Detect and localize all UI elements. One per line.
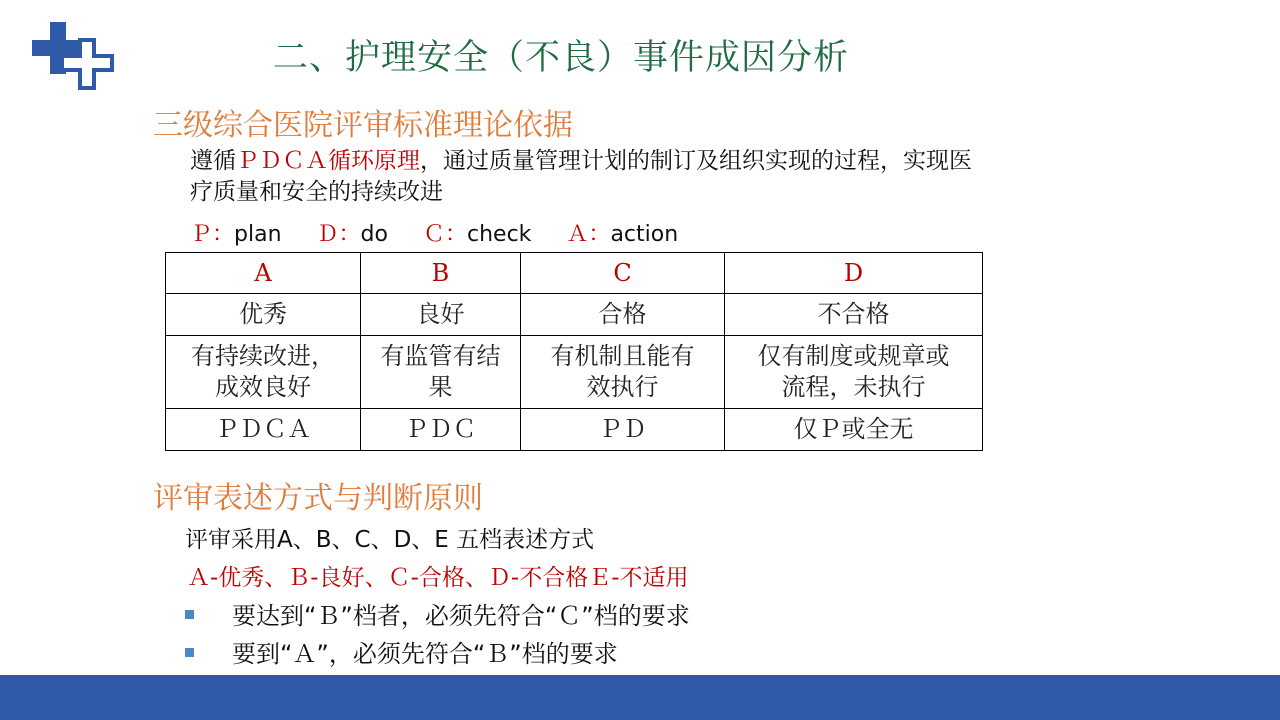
list-item-text: 要达到“Ｂ”档者，必须先符合“Ｃ”档的要求 <box>232 602 690 630</box>
pdca-value: plan <box>234 222 282 247</box>
table-row <box>166 294 983 336</box>
pdca-value: do <box>360 222 388 247</box>
table-cell: 有机制且能有 效执行 <box>521 336 725 409</box>
table-header-cell: A <box>166 253 361 294</box>
table-cell: 优秀 <box>166 294 361 336</box>
hospital-cross-icon <box>30 18 116 98</box>
pdca-key: Ｐ： <box>190 222 235 247</box>
pdca-paragraph <box>190 146 980 208</box>
table-cell: 良好 <box>361 294 521 336</box>
list-item <box>185 634 618 669</box>
table-header-cell: B <box>361 253 521 294</box>
pdca-key: Ｃ： <box>422 222 467 247</box>
footer-bar <box>0 675 1280 720</box>
square-bullet-icon <box>185 648 194 657</box>
table-header-row <box>166 253 983 294</box>
table-cell: 有监管有结 果 <box>361 336 521 409</box>
table-row <box>166 409 983 451</box>
table-row <box>166 336 983 409</box>
table-cell: 有持续改进， 成效良好 <box>166 336 361 409</box>
table-cell: 仅Ｐ或全无 <box>725 409 983 451</box>
table-cell: 仅有制度或规章或 流程，未执行 <box>725 336 983 409</box>
list-item <box>185 596 690 631</box>
table-cell: ＰＤＣＡ <box>166 409 361 451</box>
table-header-cell: C <box>521 253 725 294</box>
pdca-key: Ｄ： <box>316 222 361 247</box>
grade-table <box>165 252 983 451</box>
pdca-value: action <box>610 222 679 247</box>
table-cell: 合格 <box>521 294 725 336</box>
pdca-key: Ａ： <box>566 222 611 247</box>
page-title: 二、护理安全（不良）事件成因分析 <box>273 38 850 78</box>
pdca-legend <box>190 217 678 248</box>
list-item-text: 要到“Ａ”，必须先符合“Ｂ”档的要求 <box>232 640 618 668</box>
para-highlight: ＰＤＣＡ循环原理 <box>236 148 420 174</box>
table-cell: ＰＤＣ <box>361 409 521 451</box>
section-heading-basis: 三级综合医院评审标准理论依据 <box>153 108 573 143</box>
section-heading-principles: 评审表述方式与判断原则 <box>153 481 483 516</box>
pdca-value: check <box>467 222 532 247</box>
para-prefix: 遵循 <box>190 148 236 174</box>
grading-intro: 评审采用A、B、C、D、E 五档表述方式 <box>185 527 595 553</box>
grading-levels: Ａ-优秀、Ｂ-良好、Ｃ-合格、Ｄ-不合格Ｅ-不适用 <box>187 565 689 591</box>
table-header-cell: D <box>725 253 983 294</box>
para-rest: ，通过质量管理计划的制订及组织实现的过程，实现医疗质量和安全的持续改进 <box>190 148 972 205</box>
table-cell: ＰＤ <box>521 409 725 451</box>
square-bullet-icon <box>185 610 194 619</box>
table-cell: 不合格 <box>725 294 983 336</box>
